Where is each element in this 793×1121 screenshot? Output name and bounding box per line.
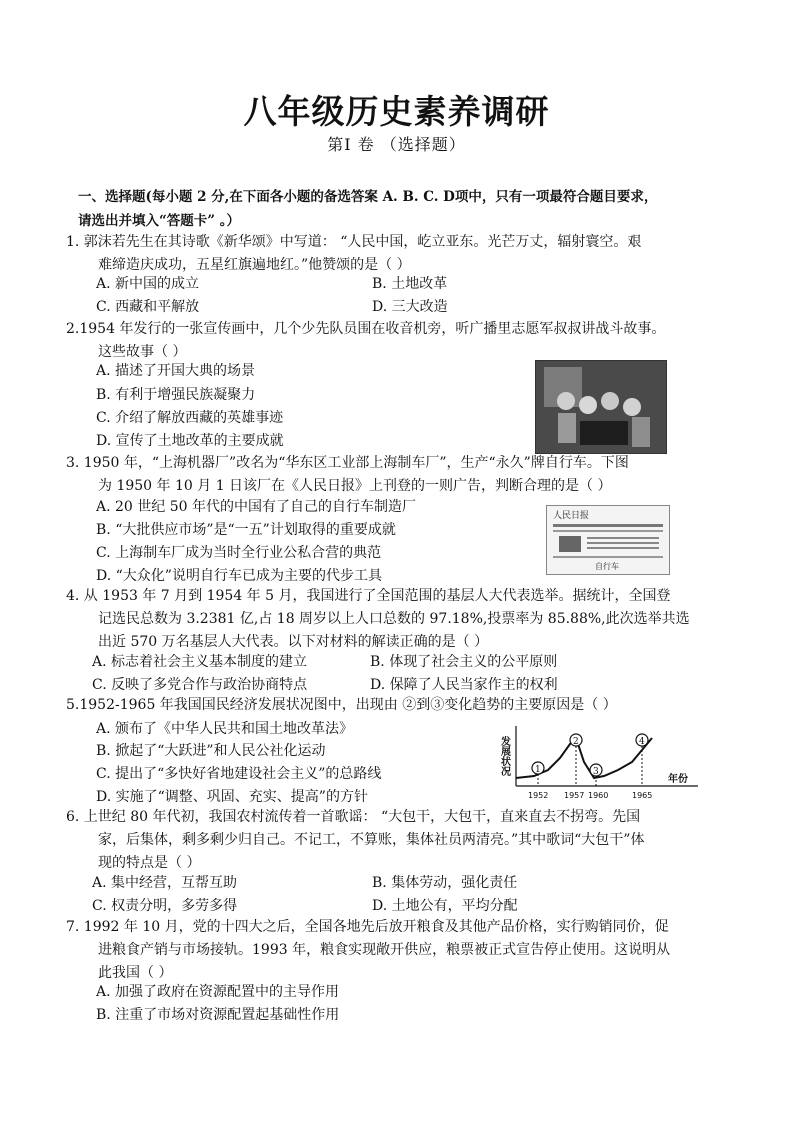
question-5-option-a[interactable]: A. 颁布了《中华人民共和国土地改革法》 [96,721,354,737]
question-4-line-2: 记选民总数为 3.2381 亿,占 18 周岁以上人口总数的 97.18%,投票率为 85.88%,此次选举共选 [98,611,690,627]
question-6-option-c[interactable]: C. 权责分明，多劳多得 [92,898,238,914]
question-6-option-a[interactable]: A. 集中经营，互帮互助 [92,875,238,891]
question-2-option-c[interactable]: C. 介绍了解放西藏的英雄事迹 [96,410,284,426]
question-7-line-1: 7. 1992 年 10 月，党的十四大之后，全国各地先后放开粮食及其他产品价格，实行购销同价，促 [66,919,669,935]
question-3-option-a[interactable]: A. 20 世纪 50 年代的中国有了自己的自行车制造厂 [96,499,416,515]
question-6-line-3: 现的特点是（ ） [98,855,201,871]
bicycle-advertisement-image [546,505,670,575]
question-3-line-1: 3. 1950 年，“上海机器厂”改名为“华东区工业部上海制车厂”，生产“永久”牌自行车。下图 [66,455,629,471]
question-1-option-d[interactable]: D. 三大改造 [372,299,448,315]
graph-point-3: 3 [593,767,599,777]
graph-tick-1965: 1965 [632,791,653,800]
question-2-line-2: 这些故事（ ） [98,344,187,360]
question-7-option-a[interactable]: A. 加强了政府在资源配置中的主导作用 [96,984,340,1000]
question-6-option-b[interactable]: B. 集体劳动，强化责任 [372,875,518,891]
question-4-line-3: 出近 570 万名基层人大代表。以下对材料的解读正确的是（ ） [98,634,489,650]
question-6-line-1: 6. 上世纪 80 年代初，我国农村流传着一首歌谣： “大包干，大包干，直来直去不拐弯。先国 [66,809,641,825]
question-2-option-a[interactable]: A. 描述了开国大典的场景 [96,363,256,379]
graph-point-2: 2 [573,737,579,747]
question-5-line-1: 5.1952-1965 年我国国民经济发展状况图中，出现由 ②到③变化趋势的主要原因是（ ） [66,697,617,713]
graph-point-1: 1 [535,765,541,775]
graph-point-4: 4 [639,737,645,747]
section-instructions [78,185,738,233]
question-1-line-2: 难缔造庆成功，五星红旗遍地红。”他赞颂的是（ ） [98,257,411,273]
ad-product-label: 自行车 [595,562,619,571]
question-4-option-a[interactable]: A. 标志着社会主义基本制度的建立 [92,654,308,670]
graph-tick-1957: 1957 [564,791,585,800]
question-3-option-d[interactable]: D. “大众化”说明自行车已成为主要的代步工具 [96,568,382,584]
question-7 [66,916,756,985]
question-4 [66,585,756,654]
question-7-option-b[interactable]: B. 注重了市场对资源配置起基础性作用 [96,1007,340,1023]
question-3-line-2: 为 1950 年 10 月 1 日该厂在《人民日报》上刊登的一则广告，判断合理的是（ ） [98,478,612,494]
question-6-option-d[interactable]: D. 土地公有，平均分配 [372,898,518,914]
page-title: 八年级历史素养调研 [243,92,550,131]
economy-development-chart [498,722,708,802]
question-4-line-1: 4. 从 1953 年 7 月到 1954 年 5 月，我国进行了全国范围的基层人大代表选举。据统计，全国登 [66,588,671,604]
question-4-option-c[interactable]: C. 反映了多党合作与政治协商特点 [92,677,308,693]
question-7-line-3: 此我国（ ） [98,965,173,981]
graph-tick-1960: 1960 [588,791,609,800]
ad-masthead: 人民日报 [553,511,590,521]
question-6 [66,806,756,875]
question-6-line-2: 家，后集体，剩多剩少归自己。不记工，不算账，集体社员两清亮。”其中歌词“大包干”体 [98,832,645,848]
page-subtitle: 第Ⅰ 卷 （选择题） [327,135,466,154]
question-3-option-b[interactable]: B. “大批供应市场”是“一五”计划取得的重要成就 [96,522,396,538]
question-7-line-2: 进粮食产销与市场接轨。1993 年，粮食实现敞开供应，粮票被正式宣告停止使用。这说明从 [98,942,671,958]
question-3 [66,452,756,498]
question-1-line-1: 1. 郭沫若先生在其诗歌《新华颂》中写道： “人民中国，屹立亚东。光芒万丈，辐射寰空。艰 [66,234,642,250]
section-line-2: 请选出并填入“答题卡” 。） [78,213,240,229]
question-2-line-1: 2.1954 年发行的一张宣传画中，几个少先队员围在收音机旁，听广播里志愿军叔叔讲战斗故事。 [66,321,666,337]
question-5 [66,694,756,717]
question-1-option-b[interactable]: B. 土地改革 [372,276,448,292]
question-5-option-b[interactable]: B. 掀起了“大跃进”和人民公社化运动 [96,743,326,759]
graph-ylabel: 发展状况 [498,736,510,776]
question-4-option-b[interactable]: B. 体现了社会主义的公平原则 [370,654,558,670]
question-2-option-d[interactable]: D. 宣传了土地改革的主要成就 [96,433,284,449]
question-2 [66,318,756,364]
question-1 [66,231,746,277]
question-3-option-c[interactable]: C. 上海制车厂成为当时全行业公私合营的典范 [96,545,382,561]
question-2-option-b[interactable]: B. 有利于增强民族凝聚力 [96,387,256,403]
propaganda-poster-image [535,360,667,454]
graph-xlabel: 年份 [668,774,688,785]
section-line-1: 一、选择题(每小题 2 分,在下面各小题的备选答案 A. B. C. D项中，只有一项最符合题目要求， [78,189,658,205]
question-1-option-a[interactable]: A. 新中国的成立 [96,276,200,292]
graph-tick-1952: 1952 [528,791,549,800]
question-4-option-d[interactable]: D. 保障了人民当家作主的权利 [370,677,558,693]
question-5-option-c[interactable]: C. 提出了“多快好省地建设社会主义”的总路线 [96,766,382,782]
question-1-option-c[interactable]: C. 西藏和平解放 [96,299,200,315]
question-5-option-d[interactable]: D. 实施了“调整、巩固、充实、提高”的方针 [96,789,368,805]
